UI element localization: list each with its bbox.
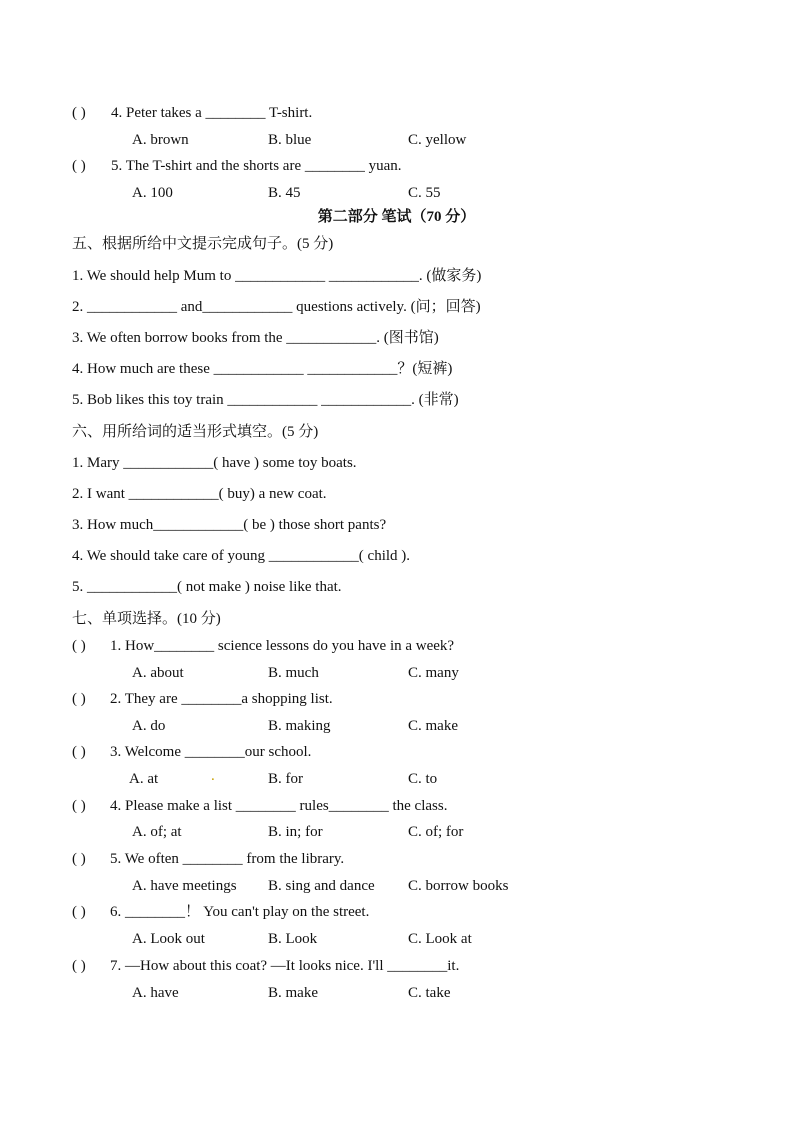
fill-item[interactable]: 1. We should help Mum to ____________ ____________. (做家务) [72, 268, 482, 284]
option-c[interactable]: C. make [408, 718, 458, 734]
section-heading: 七、单项选择。(10 分) [72, 611, 221, 627]
question-text: 6. ________！ You can't play on the street. [110, 904, 370, 920]
fill-item[interactable]: 3. How much____________( be ) those short pants? [72, 517, 387, 533]
question-text: 3. Welcome ________our school. [110, 744, 312, 760]
question-text: 5. The T-shirt and the shorts are ________ yuan. [111, 158, 402, 174]
answer-paren[interactable]: ( ) [72, 158, 86, 174]
question-text: 2. They are ________a shopping list. [110, 691, 333, 707]
option-c[interactable]: C. Look at [408, 931, 472, 947]
option-b[interactable]: B. make [268, 985, 318, 1001]
section-heading: 五、根据所给中文提示完成句子。(5 分) [72, 236, 334, 252]
answer-paren[interactable]: ( ) [72, 904, 86, 920]
stray-dot: . [211, 768, 215, 784]
fill-item[interactable]: 5. ____________( not make ) noise like that. [72, 579, 342, 595]
answer-paren[interactable]: ( ) [72, 744, 86, 760]
question-text: 4. Please make a list ________ rules________ the class. [110, 798, 448, 814]
option-a[interactable]: A. have meetings [132, 878, 237, 894]
option-c[interactable]: C. to [408, 771, 438, 787]
option-a[interactable]: A. about [132, 665, 184, 681]
option-c[interactable]: C. take [408, 985, 451, 1001]
option-a[interactable]: A. brown [132, 132, 189, 148]
option-a[interactable]: A. have [132, 985, 179, 1001]
fill-item[interactable]: 3. We often borrow books from the ____________. (图书馆) [72, 330, 439, 346]
option-b[interactable]: B. 45 [268, 185, 301, 201]
fill-item[interactable]: 4. We should take care of young ____________( child ). [72, 548, 411, 564]
part-title: 第二部分 笔试（70 分） [317, 209, 476, 225]
fill-item[interactable]: 2. I want ____________( buy) a new coat. [72, 486, 327, 502]
option-b[interactable]: B. sing and dance [268, 878, 375, 894]
option-a[interactable]: A. at [129, 771, 159, 787]
fill-item[interactable]: 5. Bob likes this toy train ____________ ____________. (非常) [72, 392, 459, 408]
option-b[interactable]: B. making [268, 718, 331, 734]
answer-paren[interactable]: ( ) [72, 691, 86, 707]
option-a[interactable]: A. of; at [132, 824, 182, 840]
fill-item[interactable]: 1. Mary ____________( have ) some toy boats. [72, 455, 357, 471]
option-b[interactable]: B. much [268, 665, 319, 681]
option-c[interactable]: C. borrow books [408, 878, 509, 894]
option-a[interactable]: A. 100 [132, 185, 173, 201]
option-c[interactable]: C. yellow [408, 132, 467, 148]
option-b[interactable]: B. Look [268, 931, 318, 947]
option-a[interactable]: A. do [132, 718, 166, 734]
option-b[interactable]: B. blue [268, 132, 312, 148]
answer-paren[interactable]: ( ) [72, 105, 86, 121]
fill-item[interactable]: 2. ____________ and____________ questions actively. (问；回答) [72, 299, 481, 315]
option-c[interactable]: C. of; for [408, 824, 464, 840]
option-c[interactable]: C. many [408, 665, 459, 681]
question-text: 7. —How about this coat? —It looks nice. I'll ________it. [110, 958, 460, 974]
option-b[interactable]: B. in; for [268, 824, 323, 840]
fill-item[interactable]: 4. How much are these ____________ ____________？(短裤) [72, 361, 453, 377]
answer-paren[interactable]: ( ) [72, 958, 86, 974]
question-text: 4. Peter takes a ________ T-shirt. [111, 105, 313, 121]
section-heading: 六、用所给词的适当形式填空。(5 分) [72, 424, 319, 440]
option-a[interactable]: A. Look out [132, 931, 205, 947]
answer-paren[interactable]: ( ) [72, 851, 86, 867]
option-b[interactable]: B. for [268, 771, 303, 787]
question-text: 1. How________ science lessons do you have in a week? [110, 638, 455, 654]
question-text: 5. We often ________ from the library. [110, 851, 345, 867]
answer-paren[interactable]: ( ) [72, 638, 86, 654]
answer-paren[interactable]: ( ) [72, 798, 86, 814]
option-c[interactable]: C. 55 [408, 185, 441, 201]
